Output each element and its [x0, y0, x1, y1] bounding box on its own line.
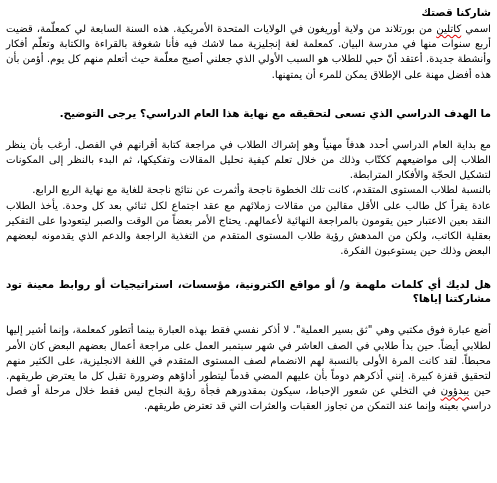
- trust-text-part2: في التخلي عن شعور الإحباط، سيكون بمقدورهم فجأة رؤية النجاح ليس فقط خلال مرحلة أو فصل دراسي بعينه وإنما عند التمكن من تجاوز العقبات والعثرات التي قد تعترض طريقهم.: [6, 386, 491, 413]
- spacer: [6, 121, 491, 138]
- goal-result-paragraph: بالنسبة لطلاب المستوى المتقدم، كانت تلك الخطوة ناجحة وأثمرت عن نتائج ناجحة للغاية مع نهاية الربع الرابع.: [32, 185, 491, 197]
- intro-paragraph: [6, 22, 491, 83]
- goal-paragraph: مع بداية العام الدراسي أحدد هدفاً مهنياً وهو إشراك الطلاب في مراجعة كتابة أقرانهم في الفصل. أرغب بأن ينظر الطلاب إلى مواضيعهم ككتّاب وذلك من خلال تعلم كيفية تحليل المقالات وتفكيكها، ثم البدء بالنظر إلى المكونات لتشكيل الحجّة والأفكار المترابطة.: [6, 139, 491, 182]
- trust-text-part1: أضع عبارة فوق مكتبي وهي "ثق بسير العملية". لا أذكر نفسي فقط بهذه العبارة بينما أتطور كمعلمة، وإنما أشير إليها لطلابي أيضاً. حين بدأ طلابي في الصف العاشر في شهر سبتمبر العمل على مراجعة أعمال بعضهم البعض كان الأمر محبطاً. لقد كانت المرة الأولى بالنسبة لهم الانضمام لصف المستوى المتقدم في اللغة الانجليزية، على الكثير منهم لتحقيق قفزة كبيرة. إنني أذكرهم دوماً بأن عليهم المضي قدماً ليتطور أداؤهم وضرورة تقبل كل ما يعترض طريقهم. حين: [6, 325, 491, 398]
- spacer: [6, 83, 491, 107]
- spacer: [6, 306, 491, 323]
- intro-text-before: اسمي: [461, 24, 491, 35]
- intro-text-after: من بورتلاند من ولاية أوريغون في الولايات المتحدة الأمريكية. هذه السنة السابعة لي كمعلّمة، قضيت أربع سنوات منها في مدرسة البيان. كمعلمة لغة إنجليزية مما لاشك فيه فأنا شغوفة بالقراءة والكتابة وتعلّم أفكار وأنشطة جديدة. أعتقد أنّ حبي للطلاب هو السبب الأولي الذي جعلني أصبح معلّمة حيث أتعلم منهم كل يوم. أؤمن بأن هذه أفضل مهنة على الإطلاق يمكن للمرء أن يمتهنها.: [6, 24, 491, 81]
- trust-process-paragraph: [6, 323, 491, 414]
- spacer: [6, 259, 491, 278]
- peer-review-paragraph: عادة يقرأ كل طالب على الأقل مقالين من مقالات زملائهم مع عقد اجتماع لكل ثنائي بعد كل وحدة. يأخذ الطلاب النقد بعين الاعتبار حين يقومون بالمراجعة النهائية لأعمالهم. يحتاج الأمر بعضاً من الوقت والصبر ليتعودوا على التفكير بعقلية الكاتب، ولكن من المدهش رؤية طلاب المستوى المتقدم من التغذية الراجعة والدعم الذي يقدمونه لبعضهم البعض وذلك حين يستوعبون الفكرة.: [6, 200, 491, 258]
- document-page: [6, 4, 491, 481]
- misspelled-name[interactable]: كاتلين: [436, 24, 462, 35]
- section-heading-goal: ما الهدف الدراسي الذي تسعى لتحقيقه مع نهاية هذا العام الدراسي؟ يرجى التوضيح.: [59, 107, 491, 120]
- section-heading-resources: هل لديك أي كلمات ملهمة و/ أو مواقع الكترونية، مؤسسات، استراتيجيات أو روابط معينة تود مشاركتنا إياها؟: [6, 279, 491, 306]
- section-heading-share-story: شاركنا قصتك: [421, 7, 491, 19]
- misspelled-word[interactable]: يبدؤون: [440, 386, 470, 398]
